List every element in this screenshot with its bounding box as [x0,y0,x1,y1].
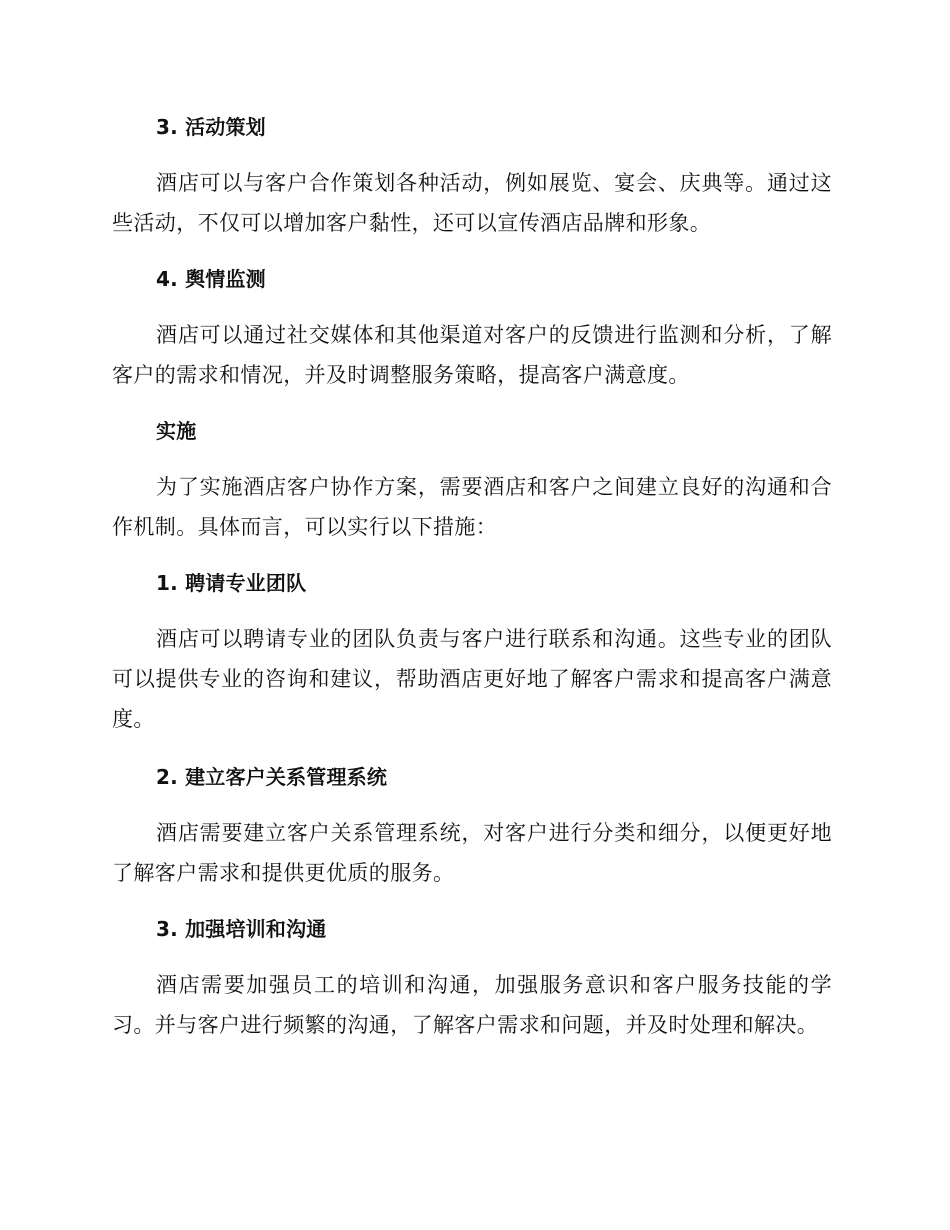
section-heading-training: 3. 加强培训和沟通 [156,917,327,941]
section-heading-implementation: 实施 [156,419,197,443]
paragraph-crm-system: 酒店需要建立客户关系管理系统，对客户进行分类和细分，以便更好地了解客户需求和提供更优质的服务。 [112,821,832,885]
paragraph-hire-team: 酒店可以聘请专业的团队负责与客户进行联系和沟通。这些专业的团队可以提供专业的咨询和建议，帮助酒店更好地了解客户需求和提高客户满意度。 [112,627,832,731]
paragraph-training: 酒店需要加强员工的培训和沟通，加强服务意识和客户服务技能的学习。并与客户进行频繁的沟通，了解客户需求和问题，并及时处理和解决。 [112,973,832,1037]
section-heading-hire-team: 1. 聘请专业团队 [156,571,307,595]
section-heading-activity-planning: 3. 活动策划 [156,115,266,139]
paragraph-implementation: 为了实施酒店客户协作方案，需要酒店和客户之间建立良好的沟通和合作机制。具体而言，可以实行以下措施： [112,475,832,539]
paragraph-activity-planning: 酒店可以与客户合作策划各种活动，例如展览、宴会、庆典等。通过这些活动，不仅可以增加客户黏性，还可以宣传酒店品牌和形象。 [112,171,832,235]
paragraph-public-opinion: 酒店可以通过社交媒体和其他渠道对客户的反馈进行监测和分析，了解客户的需求和情况，并及时调整服务策略，提高客户满意度。 [112,323,832,387]
section-heading-crm-system: 2. 建立客户关系管理系统 [156,765,388,789]
section-heading-public-opinion: 4. 舆情监测 [156,267,266,291]
